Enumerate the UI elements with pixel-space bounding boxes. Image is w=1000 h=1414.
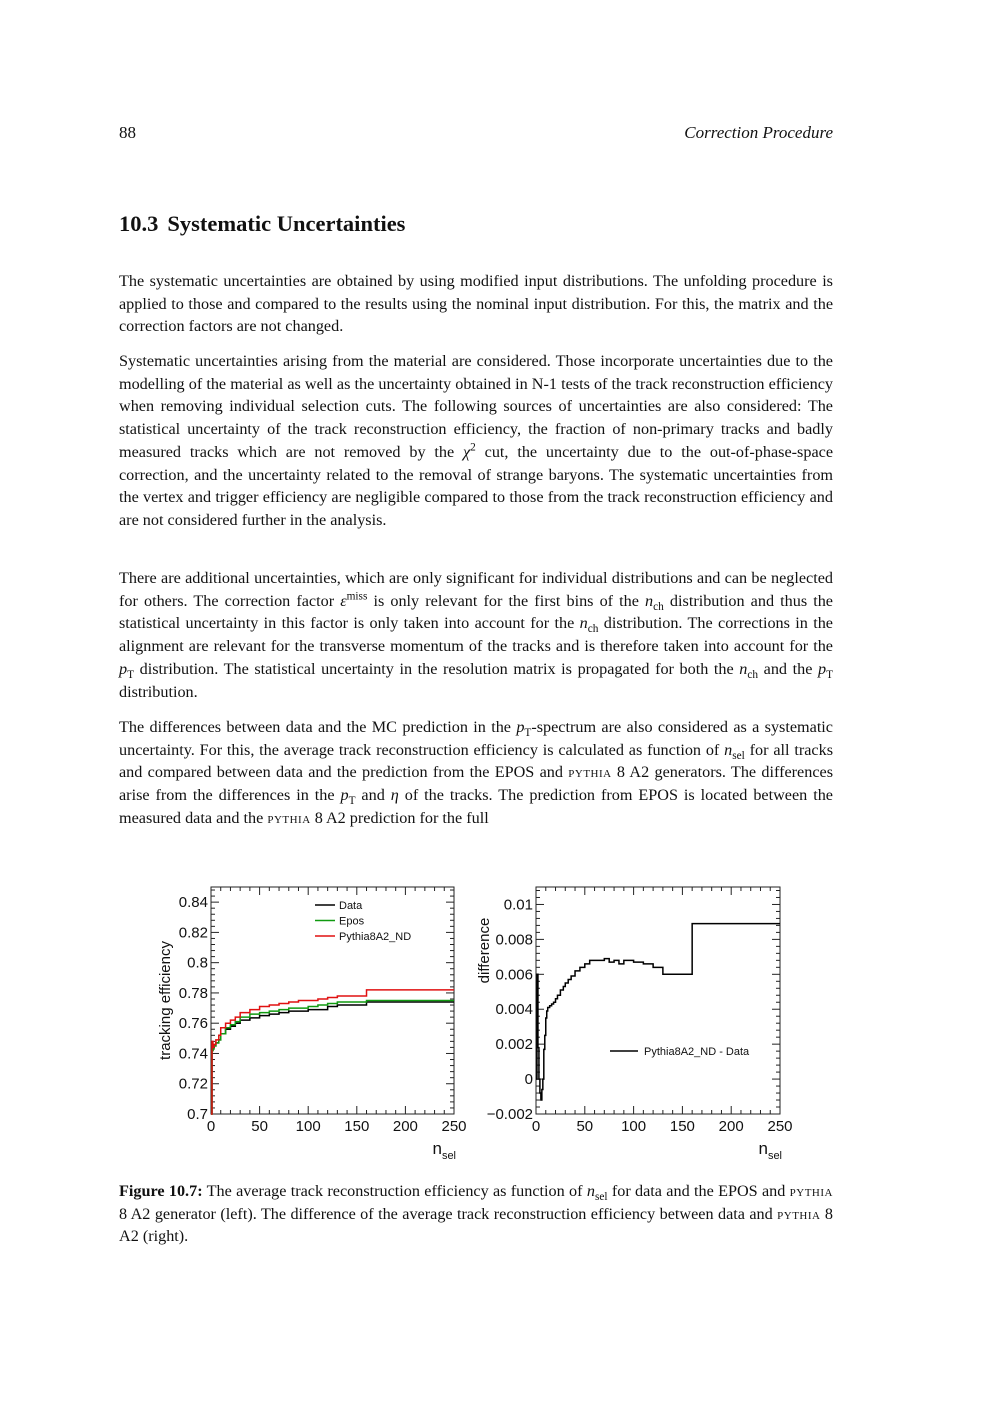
x-tick-label: 200 [718,1118,744,1135]
y-tick-label: −0.002 [486,1106,533,1123]
superscript: 2 [470,441,476,454]
y-tick-label: 0 [524,1071,533,1089]
subscript: ch [587,623,599,636]
legend-label: Data [339,900,363,912]
paragraph-4 [119,716,833,830]
y-tick-labels [179,894,208,1123]
y-tick-label: 0.01 [503,896,533,914]
series-pythia8a2-nd [211,990,454,1114]
n-symbol: n [645,591,654,610]
y-tick-label: 0.78 [178,984,208,1002]
x-tick-label: 150 [669,1118,695,1135]
running-head: Correction Procedure [684,123,833,142]
n-symbol: n [724,740,733,759]
x-tick-label: 0 [206,1118,216,1135]
p-symbol: p [516,718,525,736]
y-tick-label: 0.82 [178,924,208,942]
x-tick-label: 50 [576,1118,594,1135]
section-number: 10.3 [119,211,159,236]
x-tick-label: 150 [344,1118,370,1135]
axis-ticks [536,887,780,1114]
caption-text: 8 A2 generator (left). The difference of the average track reconstruction efficiency between data and [119,1204,778,1223]
x-tick-label: 250 [767,1118,793,1135]
caption-text: The average track reconstruction efficiency as function of [202,1182,587,1200]
caption-text: 8 A2 (right). [119,1204,833,1245]
legend [315,900,411,943]
paragraph-text: -spectrum are also considered as a systematic uncertainty. For this, the average track reconstruction efficiency is calculated as function of [119,718,833,759]
paragraph-text: of the tracks. The prediction from EPOS is located between the measured data and the [119,786,833,827]
pythia-smallcaps: pythia [267,808,311,827]
paragraph-text: distribution. [119,682,198,701]
pythia-smallcaps: pythia [789,1182,833,1200]
paragraph-text: cut, the uncertainty due to the out-of-phase-space correction, and the uncertainty related to the removal of strange baryons. The systematic uncertainties from the vertex and trigger efficiency are negligible compared to those from the track reconstruction efficiency and are not considered further in the analysis. [119,442,833,529]
n-symbol: n [739,659,748,678]
x-tick-label: 100 [295,1118,321,1135]
figure-caption [119,1180,833,1248]
chart-right-difference [476,887,793,1162]
subscript: ch [653,600,664,613]
y-tick-label: 0.74 [178,1045,208,1063]
subscript: sel [594,1191,608,1204]
paragraph-text: distribution. The corrections in the alignment are relevant for the transverse momentum of the tracks and is therefore taken into account for the [119,614,833,656]
x-tick-label: 250 [441,1118,467,1135]
subscript: sel [732,749,745,762]
paragraph-2 [119,350,833,532]
legend [610,1046,750,1058]
series-epos [211,1001,454,1115]
legend-label: Pythia8A2_ND [339,931,412,943]
paragraph-text: and the [758,659,818,678]
paragraph-text: distribution and thus the statistical uncertainty in this factor is only taken into account for the [119,591,833,633]
subscript: T [826,669,833,682]
y-tick-label: 0.004 [495,1001,533,1019]
paragraph-text: There are additional uncertainties, which are only significant for individual distributions and can be neglected for others. The correction factor [119,569,833,610]
caption-text: for data and the EPOS and [607,1182,790,1200]
subscript: T [524,727,532,740]
paragraph-text: and [355,786,391,805]
series-lines [536,924,780,1100]
paragraph-text: for all tracks and compared between data and the prediction from the EPOS and [119,740,833,782]
x-tick-label: 200 [392,1118,418,1135]
plot-frame [536,887,780,1114]
x-tick-label: 100 [621,1118,647,1135]
y-axis-label: tracking efficiency [157,941,174,1060]
chart-left-efficiency [157,887,467,1162]
n-symbol: n [579,614,588,633]
x-tick-label: 0 [531,1118,541,1135]
subscript: T [127,669,135,682]
superscript: miss [346,590,368,603]
section-title: Systematic Uncertainties [167,211,406,236]
page-number: 88 [119,123,136,142]
paragraph-text: 8 A2 generators. The differences arise from the differences in the [119,763,833,805]
paragraph-text: The systematic uncertainties are obtained by using modified input distributions. The unfolding procedure is applied to those and compared to the results using the nominal input distribution. For this, the matrix and the correction factors are not changed. [119,272,833,336]
p-symbol: p [340,786,349,805]
y-axis-label: difference [476,917,493,984]
x-tick-labels [532,1118,793,1135]
x-tick-labels [207,1118,467,1135]
subscript: T [348,795,356,808]
y-tick-label: 0.002 [495,1036,533,1054]
y-tick-label: 0.76 [178,1015,208,1033]
section-heading [119,211,405,237]
y-tick-label: 0.008 [495,931,533,949]
y-tick-label: 0.72 [178,1075,208,1093]
series-pythia8a2-nd-data [536,924,780,1100]
series-lines [211,990,454,1114]
paragraph-text: is only relevant for the first bins of the [367,591,646,610]
p-symbol: p [119,659,128,678]
subscript: ch [747,669,759,682]
y-tick-label: 0.7 [187,1106,208,1123]
legend-label: Epos [339,915,365,928]
legend-label: Pythia8A2_ND - Data [644,1046,750,1058]
p-symbol: p [817,659,827,678]
chi-symbol: χ [463,442,471,461]
pythia-smallcaps: pythia [777,1204,821,1223]
paragraph-1 [119,270,833,338]
caption-label: Figure 10.7: [119,1182,203,1200]
eta-symbol: η [390,786,399,805]
paragraph-text: 8 A2 prediction for the full [310,808,489,827]
paragraph-text: The differences between data and the MC prediction in the [119,718,517,736]
y-tick-labels [487,896,533,1123]
y-tick-label: 0.8 [187,954,208,972]
pythia-smallcaps: pythia [568,763,612,782]
x-axis-label: $n_{sel}$ [758,1139,782,1162]
n-symbol: n [586,1182,595,1200]
x-axis-label: $n_{sel}$ [432,1139,456,1162]
paragraph-text: Systematic uncertainties arising from the material are considered. Those incorporate uncertainties due to the modelling of the material as well as the uncertainty obtained in N-1 tests of the track reconstruction efficiency when removing individual selection cuts. The following sources of uncertainties are also considered: The statistical uncertainty of the track reconstruction efficiency, the fraction of non-primary tracks and badly measured tracks which are not removed by the [119,352,833,461]
paragraph-text: distribution. The statistical uncertainty in the resolution matrix is propagated for both the [134,659,740,678]
y-tick-label: 0.006 [495,966,533,984]
figure-10-7 [150,875,810,1170]
y-tick-label: 0.84 [178,894,208,912]
series-data [211,1002,454,1114]
epsilon-symbol: ε [340,591,347,610]
x-tick-label: 50 [251,1118,268,1135]
paragraph-3 [119,567,833,703]
